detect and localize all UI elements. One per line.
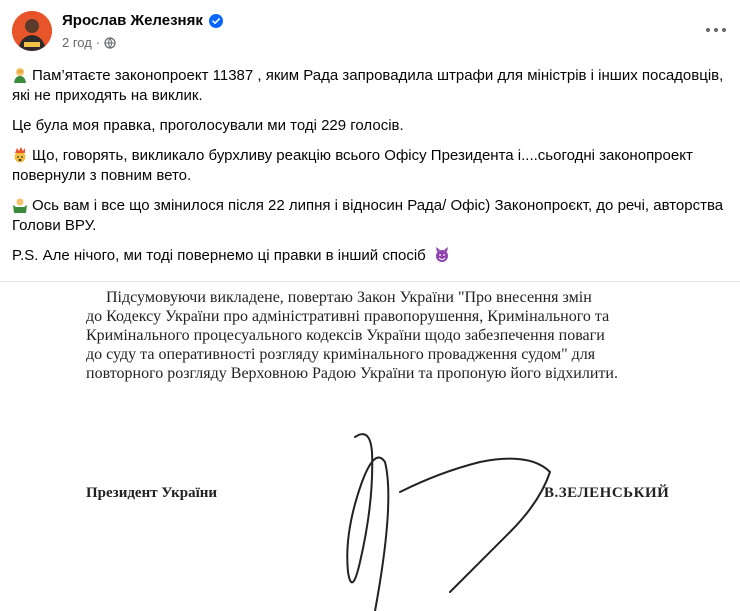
- avatar[interactable]: [12, 11, 52, 51]
- document-image[interactable]: [0, 281, 740, 611]
- document-line: Кримінального процесуального кодексів України щодо забезпечення поваги: [86, 327, 605, 344]
- exploding-head-icon: [12, 147, 28, 163]
- paragraph-text: Ось вам і все що змінилося після 22 липня і відносин Рада/ Офіс) Законопроєкт, до речі, авторства Голови ВРУ.: [12, 197, 724, 234]
- more-options-icon: [706, 28, 710, 32]
- handwritten-signature: [300, 422, 600, 611]
- document-line: Підсумовуючи викладене, повертаю Закон України "Про внесення змін: [86, 289, 592, 306]
- document-text: [86, 288, 698, 383]
- document-line: повторного розгляду Верховною Радою України та пропоную його відхилити.: [86, 365, 618, 382]
- paragraph-text: Пам’ятаєте законопроект 11387 , яким Рада запровадила штрафи для міністрів і інших посадовців, які не приходять на виклик.: [12, 67, 724, 104]
- meta-separator: ·: [95, 35, 101, 50]
- post-paragraph: [12, 66, 724, 106]
- author-name-text[interactable]: Ярослав Железняк: [62, 12, 203, 29]
- person-facepalming-icon: [12, 67, 28, 83]
- post-meta: [62, 35, 116, 50]
- globe-icon[interactable]: [104, 37, 116, 49]
- post-header: [0, 0, 740, 58]
- signer-name: В.ЗЕЛЕНСЬКИЙ: [544, 485, 670, 501]
- post-text: [12, 66, 724, 276]
- verified-badge-icon: [209, 14, 223, 28]
- document-line: до Кодексу України про адміністративні правопорушення, Кримінального та: [86, 308, 610, 325]
- paragraph-text: Що, говорять, викликало бурхливу реакцію всього Офісу Президента і....сьогодні законопроект повернули з повним вето.: [12, 147, 693, 184]
- paragraph-text: P.S. Але нічого, ми тоді повернемо ці правки в інший спосіб: [12, 247, 426, 264]
- avatar-image: [12, 11, 52, 51]
- post-paragraph: [12, 146, 724, 186]
- post-paragraph: [12, 116, 724, 136]
- post-paragraph: [12, 246, 724, 266]
- paragraph-text: Це була моя правка, проголосували ми тоді 229 голосів.: [12, 117, 404, 134]
- person-shrugging-icon: [12, 197, 28, 213]
- more-options-button[interactable]: [700, 16, 732, 44]
- post-time[interactable]: 2 год: [62, 35, 92, 50]
- author-name[interactable]: [62, 12, 223, 29]
- post-paragraph: [12, 196, 724, 236]
- document-line: до суду та оперативності розгляду кримінального провадження судом" для: [86, 346, 596, 363]
- smiling-devil-icon: [434, 247, 450, 263]
- signer-title: Президент України: [86, 485, 218, 501]
